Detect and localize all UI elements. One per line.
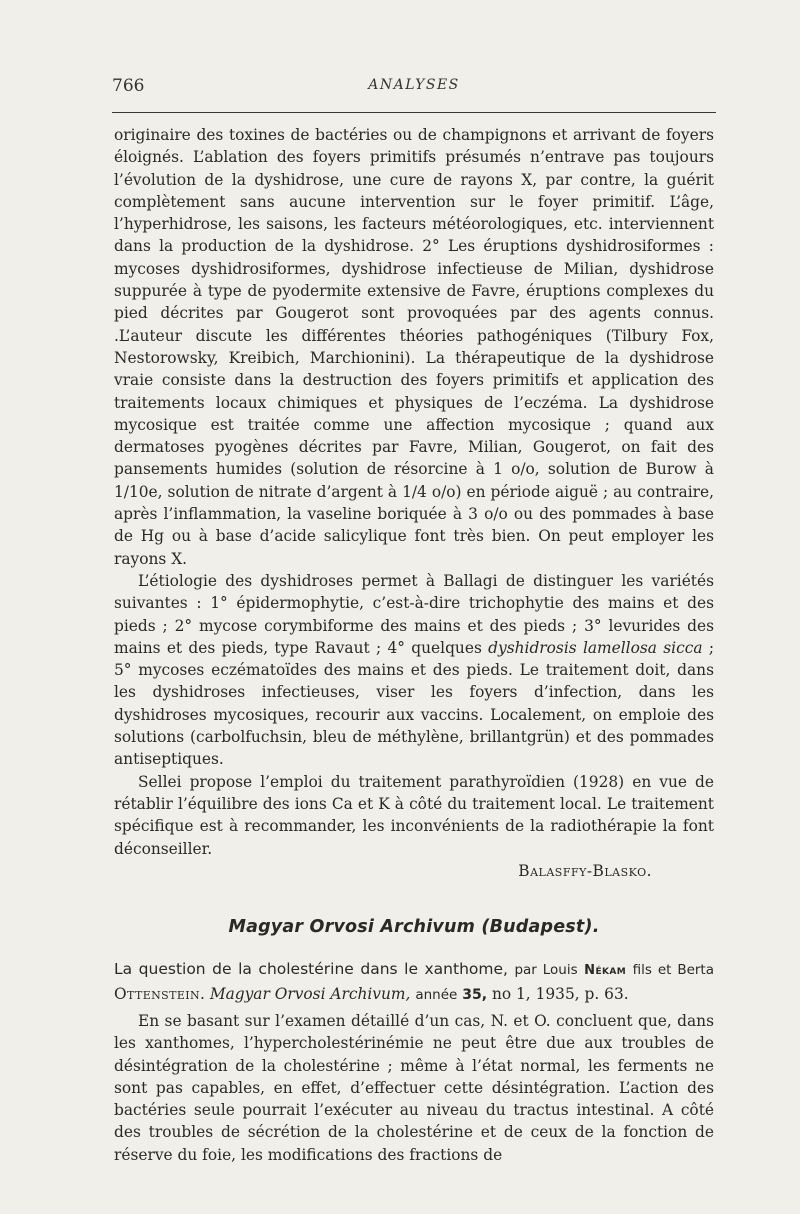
citation-author-2: Ottenstein: [114, 984, 201, 1003]
article-title: La question de la cholestérine dans le xanthome,: [114, 960, 508, 979]
review-signature: Balasffy-Blasko.: [518, 861, 652, 880]
paragraph-etiology: [114, 570, 714, 771]
citation-by: par Louis: [514, 962, 578, 979]
signature-line: [114, 860, 714, 882]
paragraph-continuation: originaire des toxines de bactéries ou de champignons et arrivant de foyers éloignés. L’ablation des foyers primitifs présumés n’entrave pas toujours l’évolution de la dyshidrose, une cure de rayons X, par contre, la guérit complètement sans aucune intervention sur le foyer primitif. L’âge, l’hyperhidrose, les saisons, les facteurs météorologiques, etc. interviennent dans la production de la dyshidrose. 2° Les éruptions dyshidrosiformes : mycoses dyshidrosiformes, dyshidrose infectieuse de Milian, dyshidrose suppurée à type de pyodermite extensive de Favre, éruptions complexes du pied décrites par Gougerot sont provoquées par des agents connus. .L’auteur discute les différentes théories pathogéniques (Tilbury Fox, Nestorowsky, Kreibich, Marchionini). La thérapeutique de la dyshidrose vraie consiste dans la destruction des foyers primitifs et application des traitements locaux chimiques et physiques de l’eczéma. La dyshidrose mycosique est traitée comme une affection mycosique ; quand aux dermatoses pyogènes décrites par Favre, Milian, Gougerot, on fait des pansements humides (solution de résorcine à 1 o/o, solution de Burow à 1/10e, solution de nitrate d’argent à 1/4 o/o) en période aiguë ; au contraire, après l’inflammation, la vaseline boriquée à 3 o/o ou des pommades à base de Hg ou à base d’acide salicylique font très bien. On peut employer les rayons X.: [114, 126, 714, 568]
paragraph-treatment: [114, 771, 714, 860]
article-body: [114, 124, 714, 1166]
journal-heading: Magyar Orvosi Archivum (Budapest).: [228, 917, 600, 938]
paragraph-etiology-italic: dyshidrosis lamellosa sicca: [488, 638, 703, 657]
citation-author-1: Nékam: [584, 963, 627, 979]
paragraph-xanthome: En se basant sur l’examen détaillé d’un cas, N. et O. concluent que, dans les xanthomes, l’hypercholestérinémie ne peut être due aux troubles de désintégration de la cholestérine ; même à l’état normal, les ferments ne sont pas capables, en effet, d’effectuer cette désintégration. L’action des bactéries seule pourrait l’exécuter au niveau du tractus intestinal. A côté des troubles de sécrétion de la cholestérine et de ceux de la fonction de réserve du foie, les modifications des fractions de: [114, 1011, 714, 1164]
paragraph-treatment-text: Sellei propose l’emploi du traitement parathyroïdien (1928) en vue de rétablir l’équilibre des ions Ca et K à côté du traitement local. Le traitement spécifique est à recommander, les inconvénients de la radiothérapie la font déconseiller.: [114, 772, 714, 858]
article-citation: La question de la cholestérine dans le xanthome, par Louis Nékam fils et Berta Ottenstein. Magyar Orvosi Archivum, année 35, no 1, 1935, p. 63.: [114, 960, 714, 1003]
citation-volume: 35,: [462, 986, 488, 1003]
paragraph-etiology-text-2: ; 5° mycoses eczématoïdes des mains et des pieds. Le traitement doit, dans les dyshidroses infectieuses, viser les foyers d’infection, dans les dyshidroses mycosiques, recourir aux vaccins. Localement, on emploie des solutions (carbolfuchsin, bleu de méthylène, brillantgrün) et des pommades antiseptiques.: [114, 638, 714, 769]
citation-year-label: année: [415, 986, 458, 1003]
citation-and: fils et Berta: [632, 962, 714, 979]
paragraph-etiology-text-1: L’étiologie des dyshidroses permet à Ballagi de distinguer les variétés suivantes : 1° épidermophytie, c’est-à-dire trichophytie des mains et des pieds ; 2° mycose corymbiforme des mains et des pieds ; 3° levurides des mains et des pieds, type Ravaut ; 4° quelques: [114, 571, 714, 657]
header-rule: [112, 112, 716, 113]
running-title: ANALYSES: [368, 77, 460, 93]
citation-issue: no 1, 1935, p. 63.: [491, 984, 629, 1003]
page-number: 766: [112, 76, 145, 96]
citation-journal: Magyar Orvosi Archivum,: [209, 984, 411, 1003]
page-header: [112, 76, 716, 102]
